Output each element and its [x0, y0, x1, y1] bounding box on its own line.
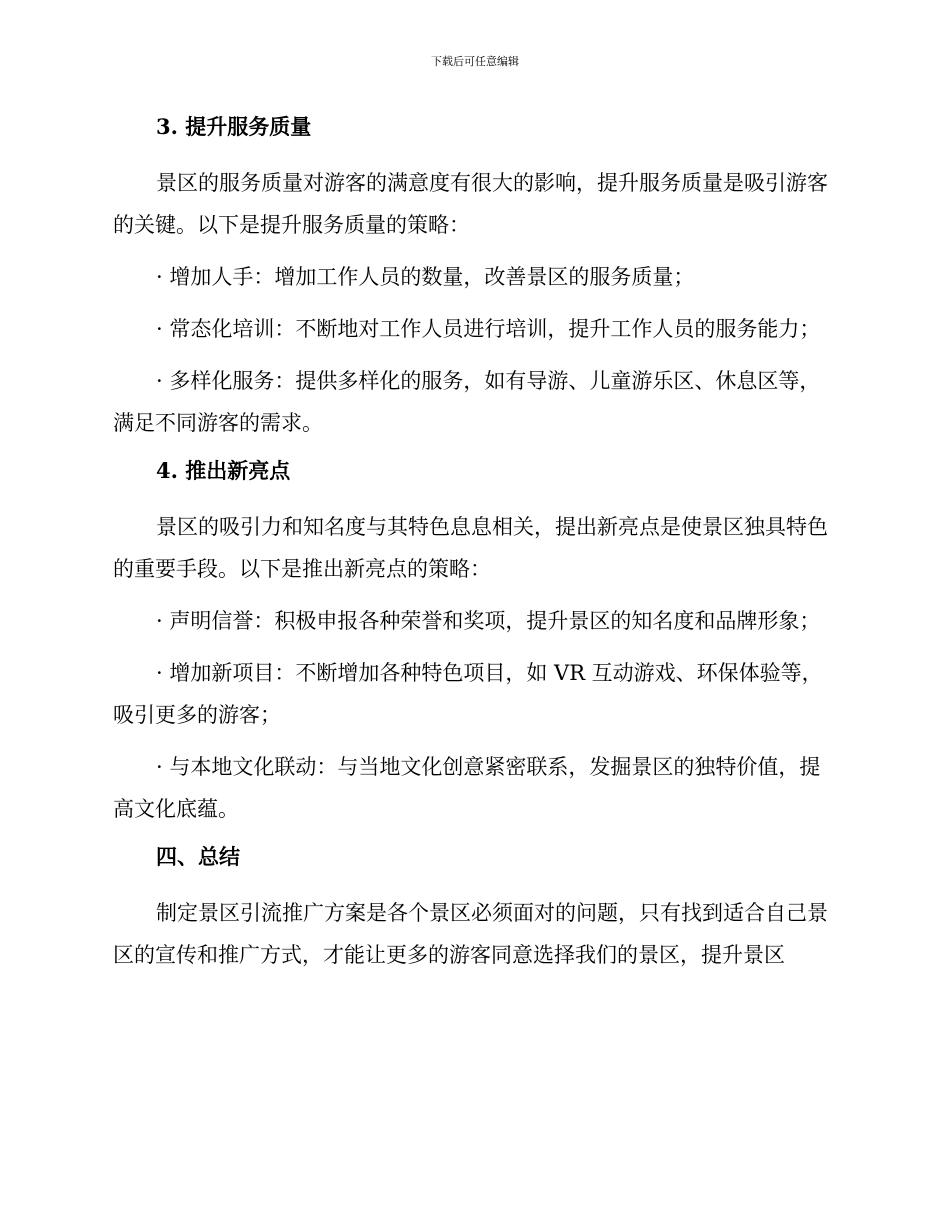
- bullet-local-culture: · 与本地文化联动：与当地文化创意紧密联系，发掘景区的独特价值，提高文化底蕴。: [113, 755, 821, 821]
- bullet-add-staff: · 增加人手：增加工作人员的数量，改善景区的服务质量；: [156, 265, 695, 289]
- section-heading-summary: 四、总结: [156, 844, 240, 869]
- section-heading-service-quality: 3. 提升服务质量: [156, 114, 312, 139]
- bullet-regular-training: · 常态化培训：不断地对工作人员进行培训，提升工作人员的服务能力；: [156, 317, 821, 341]
- bullet-diverse-services: · 多样化服务：提供多样化的服务，如有导游、儿童游乐区、休息区等，满足不同游客的需求。: [113, 369, 821, 435]
- paragraph-highlights-intro: 景区的吸引力和知名度与其特色息息相关，提出新亮点是使景区独具特色的重要手段。以下是推出新亮点的策略：: [113, 515, 828, 581]
- bullet-reputation: · 声明信誉：积极申报各种荣誉和奖项，提升景区的知名度和品牌形象；: [156, 609, 821, 633]
- bullet-new-projects: · 增加新项目：不断增加各种特色项目，如 VR 互动游戏、环保体验等，吸引更多的游客；: [113, 661, 823, 727]
- page-header: 下载后可任意编辑: [431, 55, 519, 68]
- document-body: [113, 110, 833, 986]
- paragraph-service-intro: 景区的服务质量对游客的满意度有很大的影响，提升服务质量是吸引游客的关键。以下是提升服务质量的策略：: [113, 171, 828, 237]
- section-heading-new-highlights: 4. 推出新亮点: [156, 458, 291, 483]
- paragraph-summary: 制定景区引流推广方案是各个景区必须面对的问题，只有找到适合自己景区的宣传和推广方式，才能让更多的游客同意选择我们的景区，提升景区: [113, 901, 828, 967]
